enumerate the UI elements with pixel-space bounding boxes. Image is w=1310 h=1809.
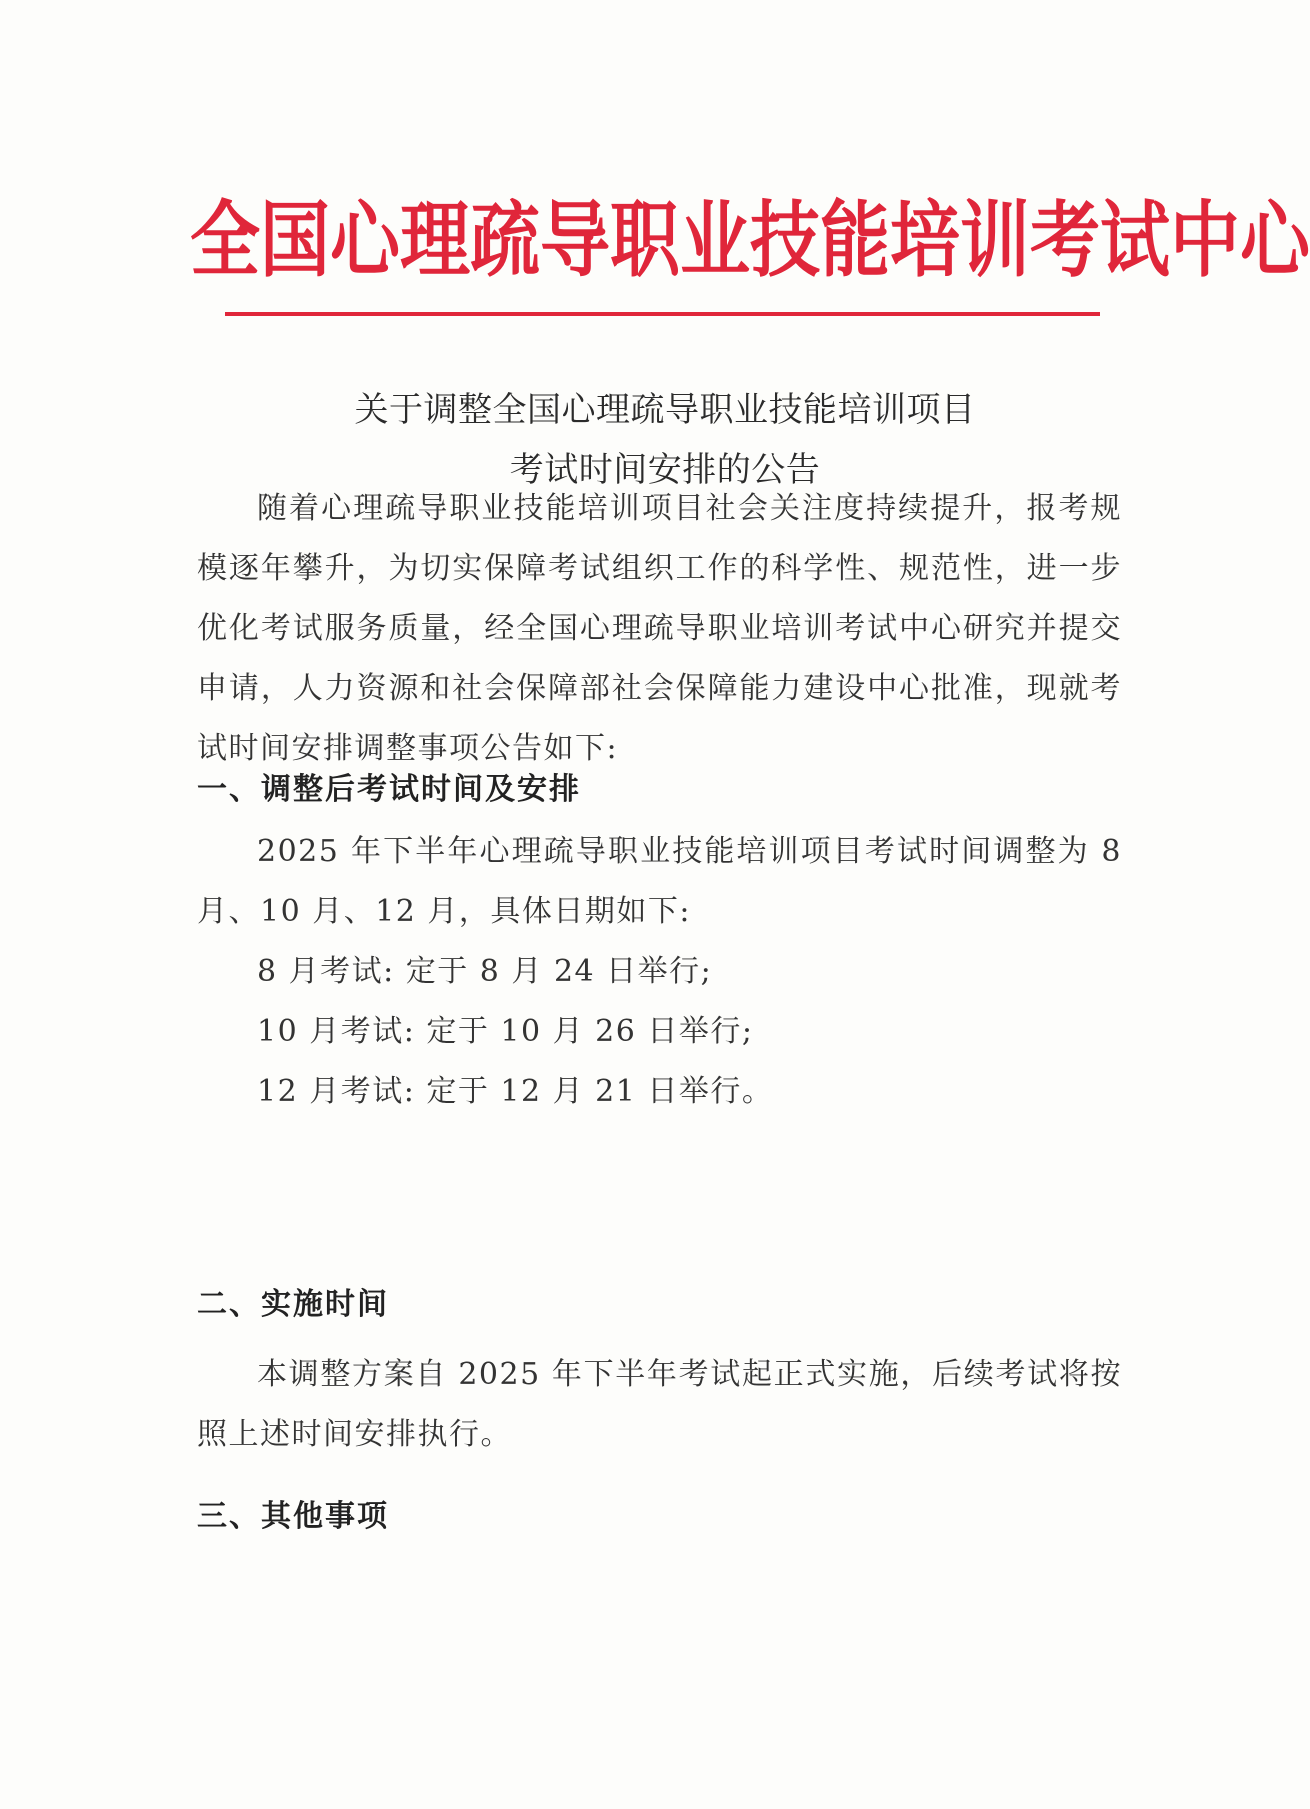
letterhead-char: 考	[1030, 190, 1100, 289]
letterhead-char: 中	[1170, 190, 1240, 289]
title-line-2: 考试时间安排的公告	[509, 450, 821, 490]
letterhead-char: 业	[680, 190, 750, 289]
letterhead-divider	[225, 312, 1100, 316]
org-letterhead	[190, 185, 1310, 295]
letterhead-char: 国	[260, 190, 330, 289]
intro-block	[197, 479, 1122, 779]
title-line-1: 关于调整全国心理疏导职业技能培训项目	[354, 390, 976, 430]
letterhead-char: 训	[960, 190, 1030, 289]
letterhead-char: 理	[400, 190, 470, 289]
letterhead-char: 技	[750, 190, 820, 289]
letterhead-char: 试	[1100, 190, 1170, 289]
letterhead-char: 心	[1240, 190, 1310, 289]
letterhead-char: 全	[190, 190, 260, 289]
letterhead-char: 导	[540, 190, 610, 289]
section-heading-3: 三、其他事项	[197, 1499, 389, 1534]
exam-date-item: 8 月考试: 定于 8 月 24 日举行;	[257, 954, 713, 989]
letterhead-char: 职	[610, 190, 680, 289]
section-1-body	[197, 822, 1122, 1122]
section-1-paragraph: 2025 年下半年心理疏导职业技能培训项目考试时间调整为 8 月、10 月、12 月，具体日期如下:	[197, 834, 1122, 929]
section-heading-2: 二、实施时间	[197, 1287, 389, 1322]
letterhead-char: 能	[820, 190, 890, 289]
letterhead-char: 心	[330, 190, 400, 289]
section-2-body	[197, 1345, 1122, 1465]
letterhead-char: 培	[890, 190, 960, 289]
section-2-paragraph: 本调整方案自 2025 年下半年考试起正式实施，后续考试将按照上述时间安排执行。	[197, 1357, 1122, 1452]
section-heading-1: 一、调整后考试时间及安排	[197, 772, 581, 807]
intro-paragraph: 随着心理疏导职业技能培训项目社会关注度持续提升，报考规模逐年攀升，为切实保障考试组织工作的科学性、规范性，进一步优化考试服务质量，经全国心理疏导职业培训考试中心研究并提交申请，人力资源和社会保障部社会保障能力建设中心批准，现就考试时间安排调整事项公告如下:	[197, 491, 1122, 766]
exam-date-item: 10 月考试: 定于 10 月 26 日举行;	[257, 1014, 754, 1049]
letterhead-char: 疏	[470, 190, 540, 289]
exam-date-item: 12 月考试: 定于 12 月 21 日举行。	[257, 1074, 774, 1109]
